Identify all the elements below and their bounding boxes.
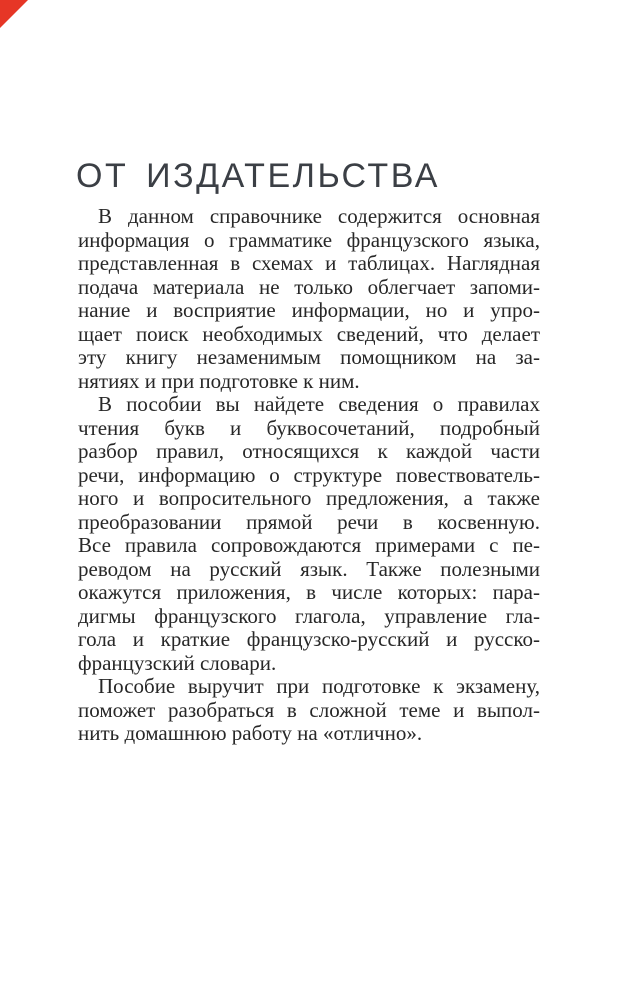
text-line: разбор правил, относящихся к каждой части [78,439,540,463]
text-line: реводом на русский язык. Также полезными [78,556,540,581]
text-line: нание и восприятие информации, но и упро- [78,298,540,322]
text-line: преобразовании прямой речи в косвенную. [78,509,540,534]
page-title: ОТ ИЗДАТЕЛЬСТВА [76,156,440,195]
text-line: дигмы французского глагола, управление гла- [78,603,540,628]
text-line: подача материала не только облегчает запоми- [78,274,540,299]
text-line: эту книгу незаменимым помощником на за- [78,345,540,369]
paragraph [78,393,540,675]
text-line: нить домашнюю работу на «отлично». [78,721,423,745]
text-line: поможет разобраться в сложной теме и выпол- [78,697,540,722]
text-line: информация о грамматике французского языка, [78,227,540,252]
text-line: Все правила сопровождаются примерами с пе- [78,533,540,557]
text-line: речи, информацию о структуре повествователь- [78,462,540,487]
text-line: Пособие выручит при подготовке к экзамену, [98,674,540,698]
text-line: гола и краткие французско-русский и русско- [78,627,540,651]
text-line: В данном справочнике содержится основная [98,204,540,228]
text-line: представленная в схемах и таблицах. Наглядная [78,251,540,275]
text-line: щает поиск необходимых сведений, что делает [78,321,540,346]
text-line: В пособии вы найдете сведения о правилах [98,392,540,416]
text-line: чтения букв и буквосочетаний, подробный [78,415,540,440]
paragraph [78,205,540,393]
body-text [78,205,540,746]
red-corner-marker [0,0,28,28]
text-line: окажутся приложения, в числе которых: пара- [78,580,540,604]
paragraph [78,675,540,746]
text-line: ного и вопросительного предложения, а также [78,486,540,510]
text-line: французский словари. [78,650,277,675]
text-line: нятиях и при подготовке к ним. [78,368,360,393]
